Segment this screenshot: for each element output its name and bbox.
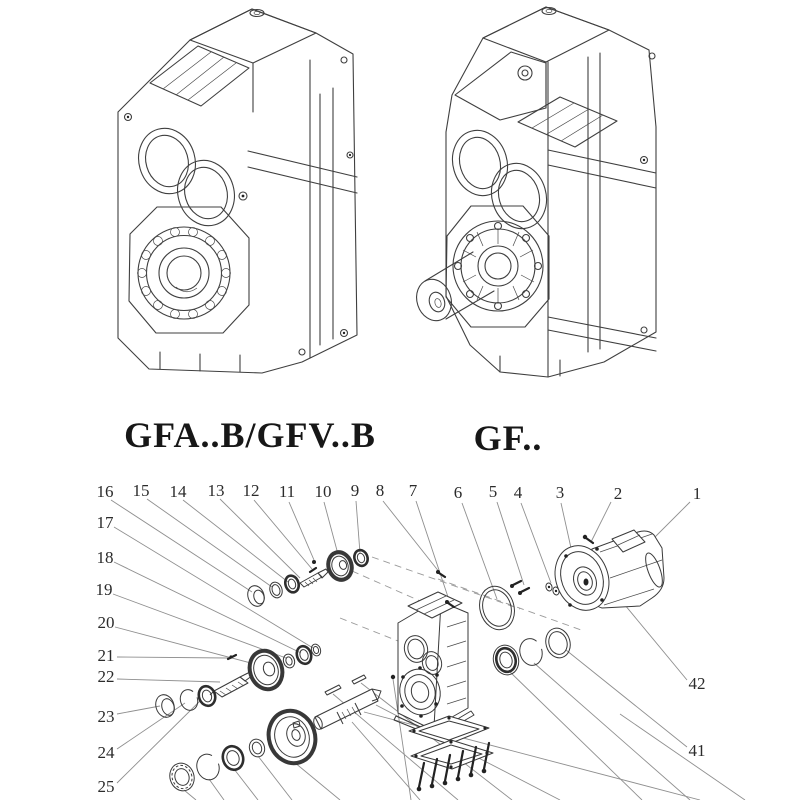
housing <box>394 592 474 737</box>
callout-22: 22 <box>97 667 115 686</box>
callout-14: 14 <box>169 482 187 501</box>
gearbox-gf-drawing <box>411 7 656 377</box>
callout-42: 42 <box>688 674 706 693</box>
exploded-view <box>96 481 746 800</box>
callout-21: 21 <box>97 646 115 665</box>
callout-25: 25 <box>97 777 115 796</box>
callout-17: 17 <box>96 513 114 532</box>
callout-15: 15 <box>132 481 150 500</box>
callout-11: 11 <box>278 482 296 501</box>
callout-2: 2 <box>613 484 623 503</box>
callout-10: 10 <box>314 482 332 501</box>
callout-9: 9 <box>350 481 360 500</box>
callout-41: 41 <box>688 741 706 760</box>
callout-6: 6 <box>453 483 463 502</box>
callout-1: 1 <box>692 484 702 503</box>
callout-23: 23 <box>97 707 115 726</box>
callout-8: 8 <box>375 481 385 500</box>
callout-24: 24 <box>97 743 115 762</box>
gearbox-gfab-drawing <box>118 9 357 373</box>
callout-7: 7 <box>408 481 418 500</box>
model-label-gfab: GFA..B/GFV..B <box>124 415 376 455</box>
callout-5: 5 <box>488 482 498 501</box>
callout-4: 4 <box>513 483 523 502</box>
callout-18: 18 <box>96 548 114 567</box>
motor <box>546 530 666 618</box>
model-label-gf: GF.. <box>473 418 543 458</box>
callout-3: 3 <box>555 483 565 502</box>
callout-20: 20 <box>97 613 115 632</box>
callout-16: 16 <box>96 482 114 501</box>
callout-13: 13 <box>207 481 225 500</box>
callout-19: 19 <box>95 580 113 599</box>
intermediate-shaft-parts <box>153 643 322 720</box>
input-shaft-parts <box>245 548 370 608</box>
callout-12: 12 <box>242 481 260 500</box>
